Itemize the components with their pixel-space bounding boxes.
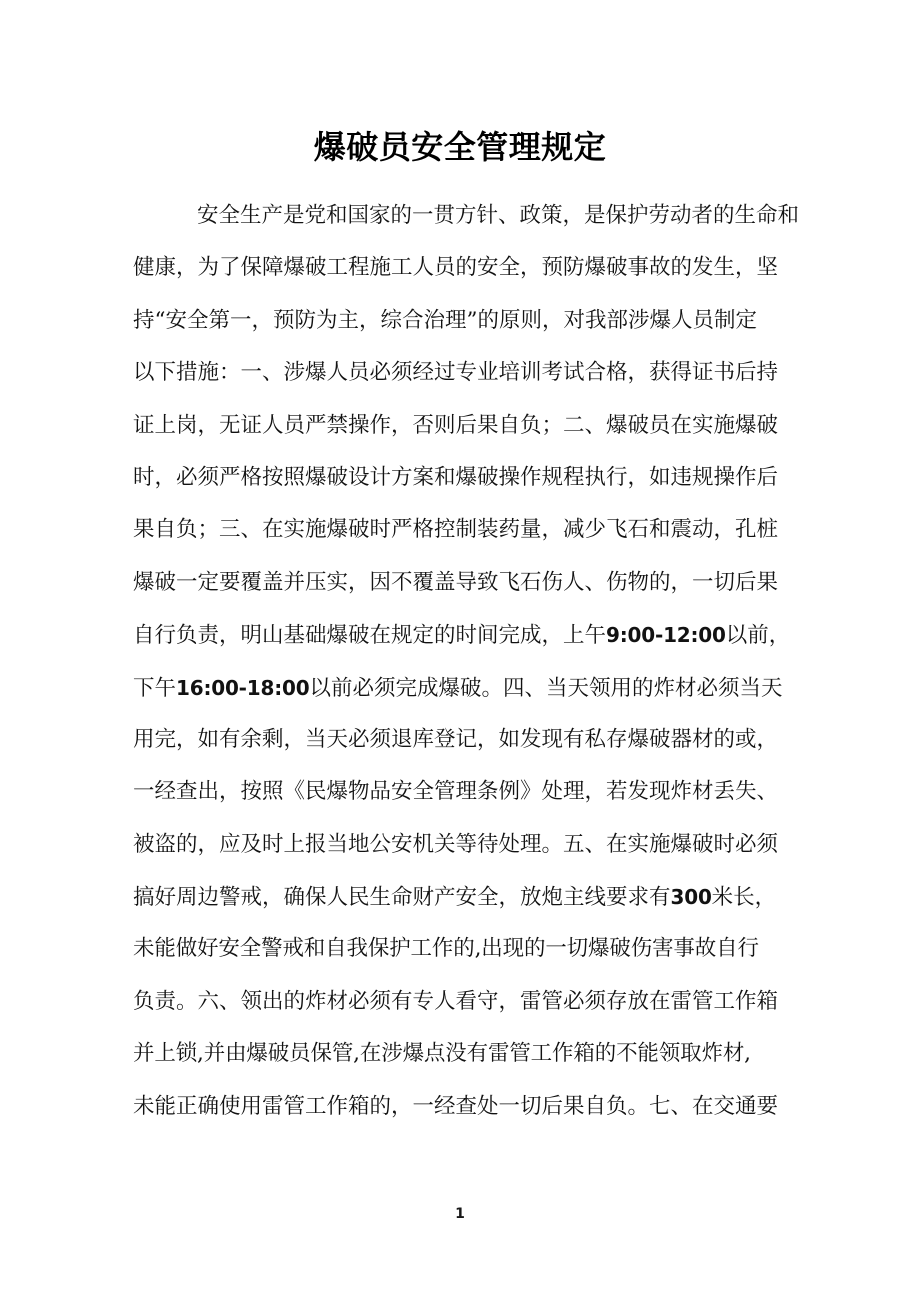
body-line-3: 持“安全第一，预防为主，综合治理”的原则，对我部涉爆人员制定 — [133, 307, 757, 333]
document-body — [133, 190, 800, 1133]
body-line-17: 并上锁,并由爆破员保管,在涉爆点没有雷管工作箱的不能领取炸材, — [133, 1041, 751, 1067]
body-line-1: 安全生产是党和国家的一贯方针、政策，是保护劳动者的生命和 — [197, 203, 800, 228]
body-line-14-text-post: 米长， — [711, 885, 777, 911]
body-line-14 — [133, 871, 788, 923]
body-line-7: 果自负；三、在实施爆破时严格控制装药量，减少飞石和震动，孔桩 — [133, 517, 779, 543]
body-line-9-time-range: 9:00-12:00 — [606, 623, 726, 648]
body-line-15: 未能做好安全警戒和自我保护工作的,出现的一切爆破伤害事故自行 — [133, 936, 759, 962]
body-line-14-length-value: 300 — [670, 885, 712, 910]
body-line-14-text-pre: 搞好周边警戒，确保人民生命财产安全，放炮主线要求有 — [133, 885, 671, 911]
body-line-9 — [133, 609, 791, 661]
body-line-10-text-pre: 下午 — [133, 675, 177, 701]
body-line-4: 以下措施：一、涉爆人员必须经过专业培训考试合格，获得证书后持 — [133, 360, 779, 386]
body-line-2: 健康，为了保障爆破工程施工人员的安全，预防爆破事故的发生，坚 — [133, 255, 779, 281]
body-line-8: 爆破一定要覆盖并压实，因不覆盖导致飞石伤人、伤物的，一切后果 — [133, 569, 779, 595]
body-line-10-text-post: 以前必须完成爆破。四、当天领用的炸材必须当天 — [309, 675, 783, 701]
body-line-6: 时，必须严格按照爆破设计方案和爆破操作规程执行，如违规操作后 — [133, 464, 779, 490]
body-line-9-text-pre: 自行负责，明山基础爆破在规定的时间完成，上午 — [133, 623, 607, 649]
page-number: 1 — [455, 1206, 465, 1222]
page-title: 爆破员安全管理规定 — [313, 128, 607, 167]
body-line-12: 一经查出，按照《民爆物品安全管理条例》处理，若发现炸材丢失、 — [133, 779, 779, 805]
body-line-11: 用完，如有余剩，当天必须退库登记，如发现有私存爆破器材的或， — [133, 726, 779, 752]
body-line-13: 被盗的，应及时上报当地公安机关等待处理。五、在实施爆破时必须 — [133, 831, 779, 857]
body-line-18: 未能正确使用雷管工作箱的，一经查处一切后果自负。七、在交通要 — [133, 1093, 779, 1119]
body-line-10-time-range: 16:00-18:00 — [176, 675, 310, 700]
body-line-10 — [133, 662, 788, 714]
body-line-9-text-post: 以前， — [725, 623, 791, 649]
body-line-5: 证上岗，无证人员严禁操作，否则后果自负；二、爆破员在实施爆破 — [133, 412, 779, 438]
body-line-16: 负责。六、领出的炸材必须有专人看守，雷管必须存放在雷管工作箱 — [133, 988, 779, 1014]
